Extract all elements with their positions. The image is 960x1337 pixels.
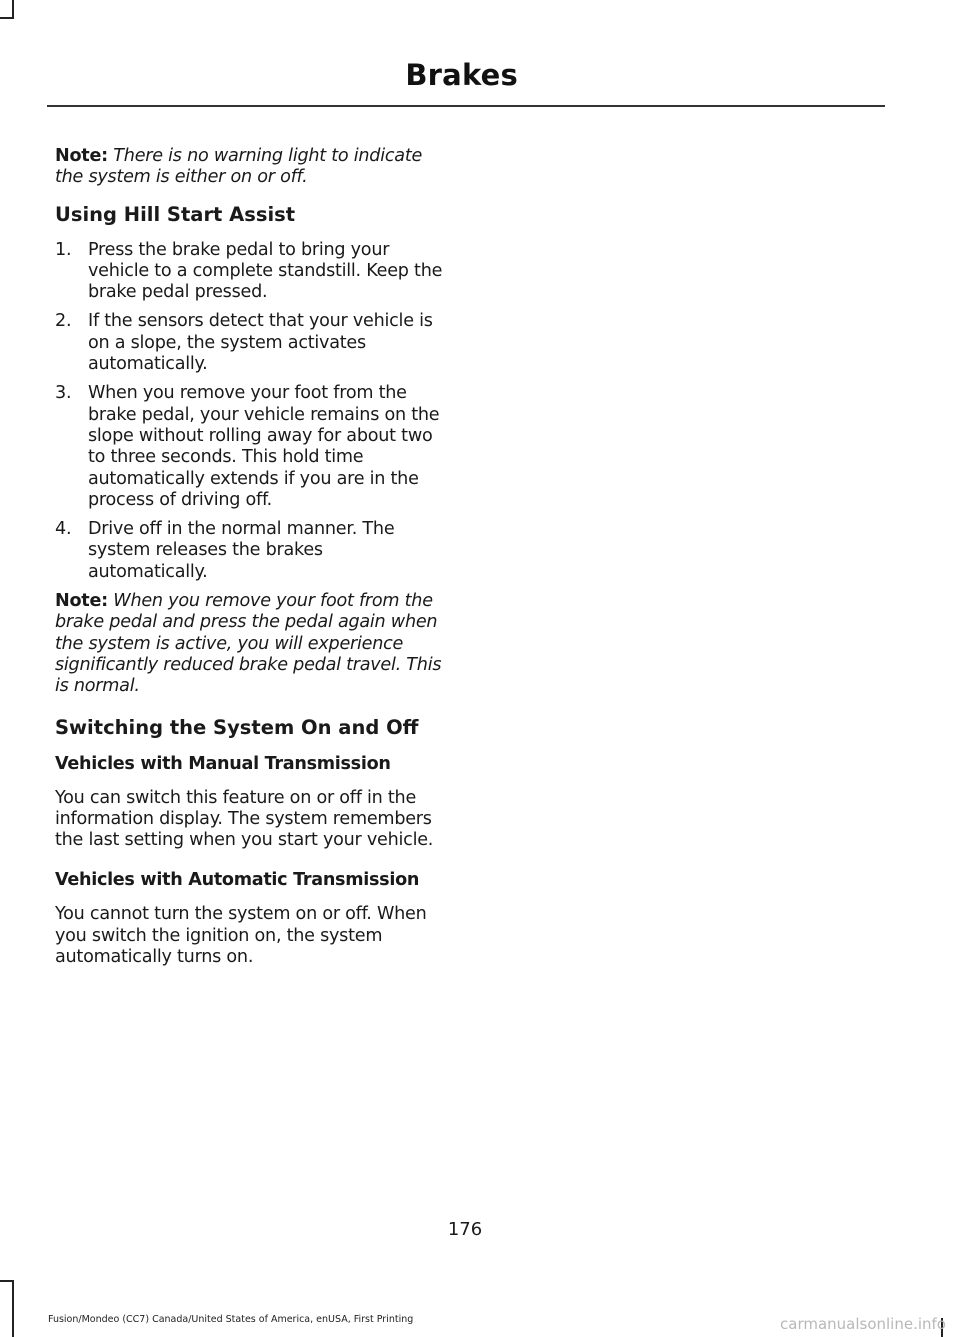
note-reduced-pedal-travel xyxy=(55,591,447,697)
section-title: Brakes xyxy=(405,58,518,92)
steps-list xyxy=(55,240,447,583)
note-text: When you remove your foot from the brake pedal and press the pedal again when the system is active, you will experience significantly reduced brake pedal travel. This is normal. xyxy=(55,591,442,697)
list-item xyxy=(55,240,447,304)
step-text: If the sensors detect that your vehicle is on a slope, the system activates automatically. xyxy=(88,311,433,375)
automatic-transmission-text: You cannot turn the system on or off. When you switch the ignition on, the system automatically turns on. xyxy=(55,904,427,968)
crop-mark-bottom-left-vertical xyxy=(12,1280,14,1337)
note-text: There is no warning light to indicate the system is either on or off. xyxy=(55,146,423,188)
step-number: 1. xyxy=(55,239,72,260)
step-number: 4. xyxy=(55,519,72,540)
manual-transmission-text: You can switch this feature on or off in the information display. The system remembers the last setting when you start your vehicle. xyxy=(55,787,434,851)
list-item xyxy=(55,519,447,583)
header-rule xyxy=(47,105,885,107)
publication-footer: Fusion/Mondeo (CC7) Canada/United States of America, enUSA, First Printing xyxy=(48,1314,414,1325)
crop-mark-top-left-horizontal xyxy=(0,17,14,19)
heading-using-hill-start-assist: Using Hill Start Assist xyxy=(55,202,296,226)
step-number: 2. xyxy=(55,311,72,332)
watermark: carmanualsonline.info xyxy=(780,1315,946,1333)
step-text: When you remove your foot from the brake pedal, your vehicle remains on the slope without rolling away for about two to three seconds. This hold time automatically extends if you are in the process of driving off. xyxy=(88,383,440,510)
page-number: 176 xyxy=(447,1219,483,1240)
list-item xyxy=(55,383,447,511)
note-label: Note: xyxy=(55,146,108,166)
heading-switching-system: Switching the System On and Off xyxy=(55,715,419,739)
note-no-warning-light xyxy=(55,146,447,189)
list-item xyxy=(55,311,447,375)
heading-manual-transmission: Vehicles with Manual Transmission xyxy=(55,753,391,774)
note-label: Note: xyxy=(55,591,108,612)
heading-automatic-transmission: Vehicles with Automatic Transmission xyxy=(55,870,420,891)
step-text: Press the brake pedal to bring your vehicle to a complete standstill. Keep the brake pedal pressed. xyxy=(88,239,443,303)
step-text: Drive off in the normal manner. The system releases the brakes automatically. xyxy=(88,519,395,582)
crop-mark-top-left-vertical xyxy=(12,0,14,18)
step-number: 3. xyxy=(55,383,72,404)
main-content xyxy=(55,146,447,982)
